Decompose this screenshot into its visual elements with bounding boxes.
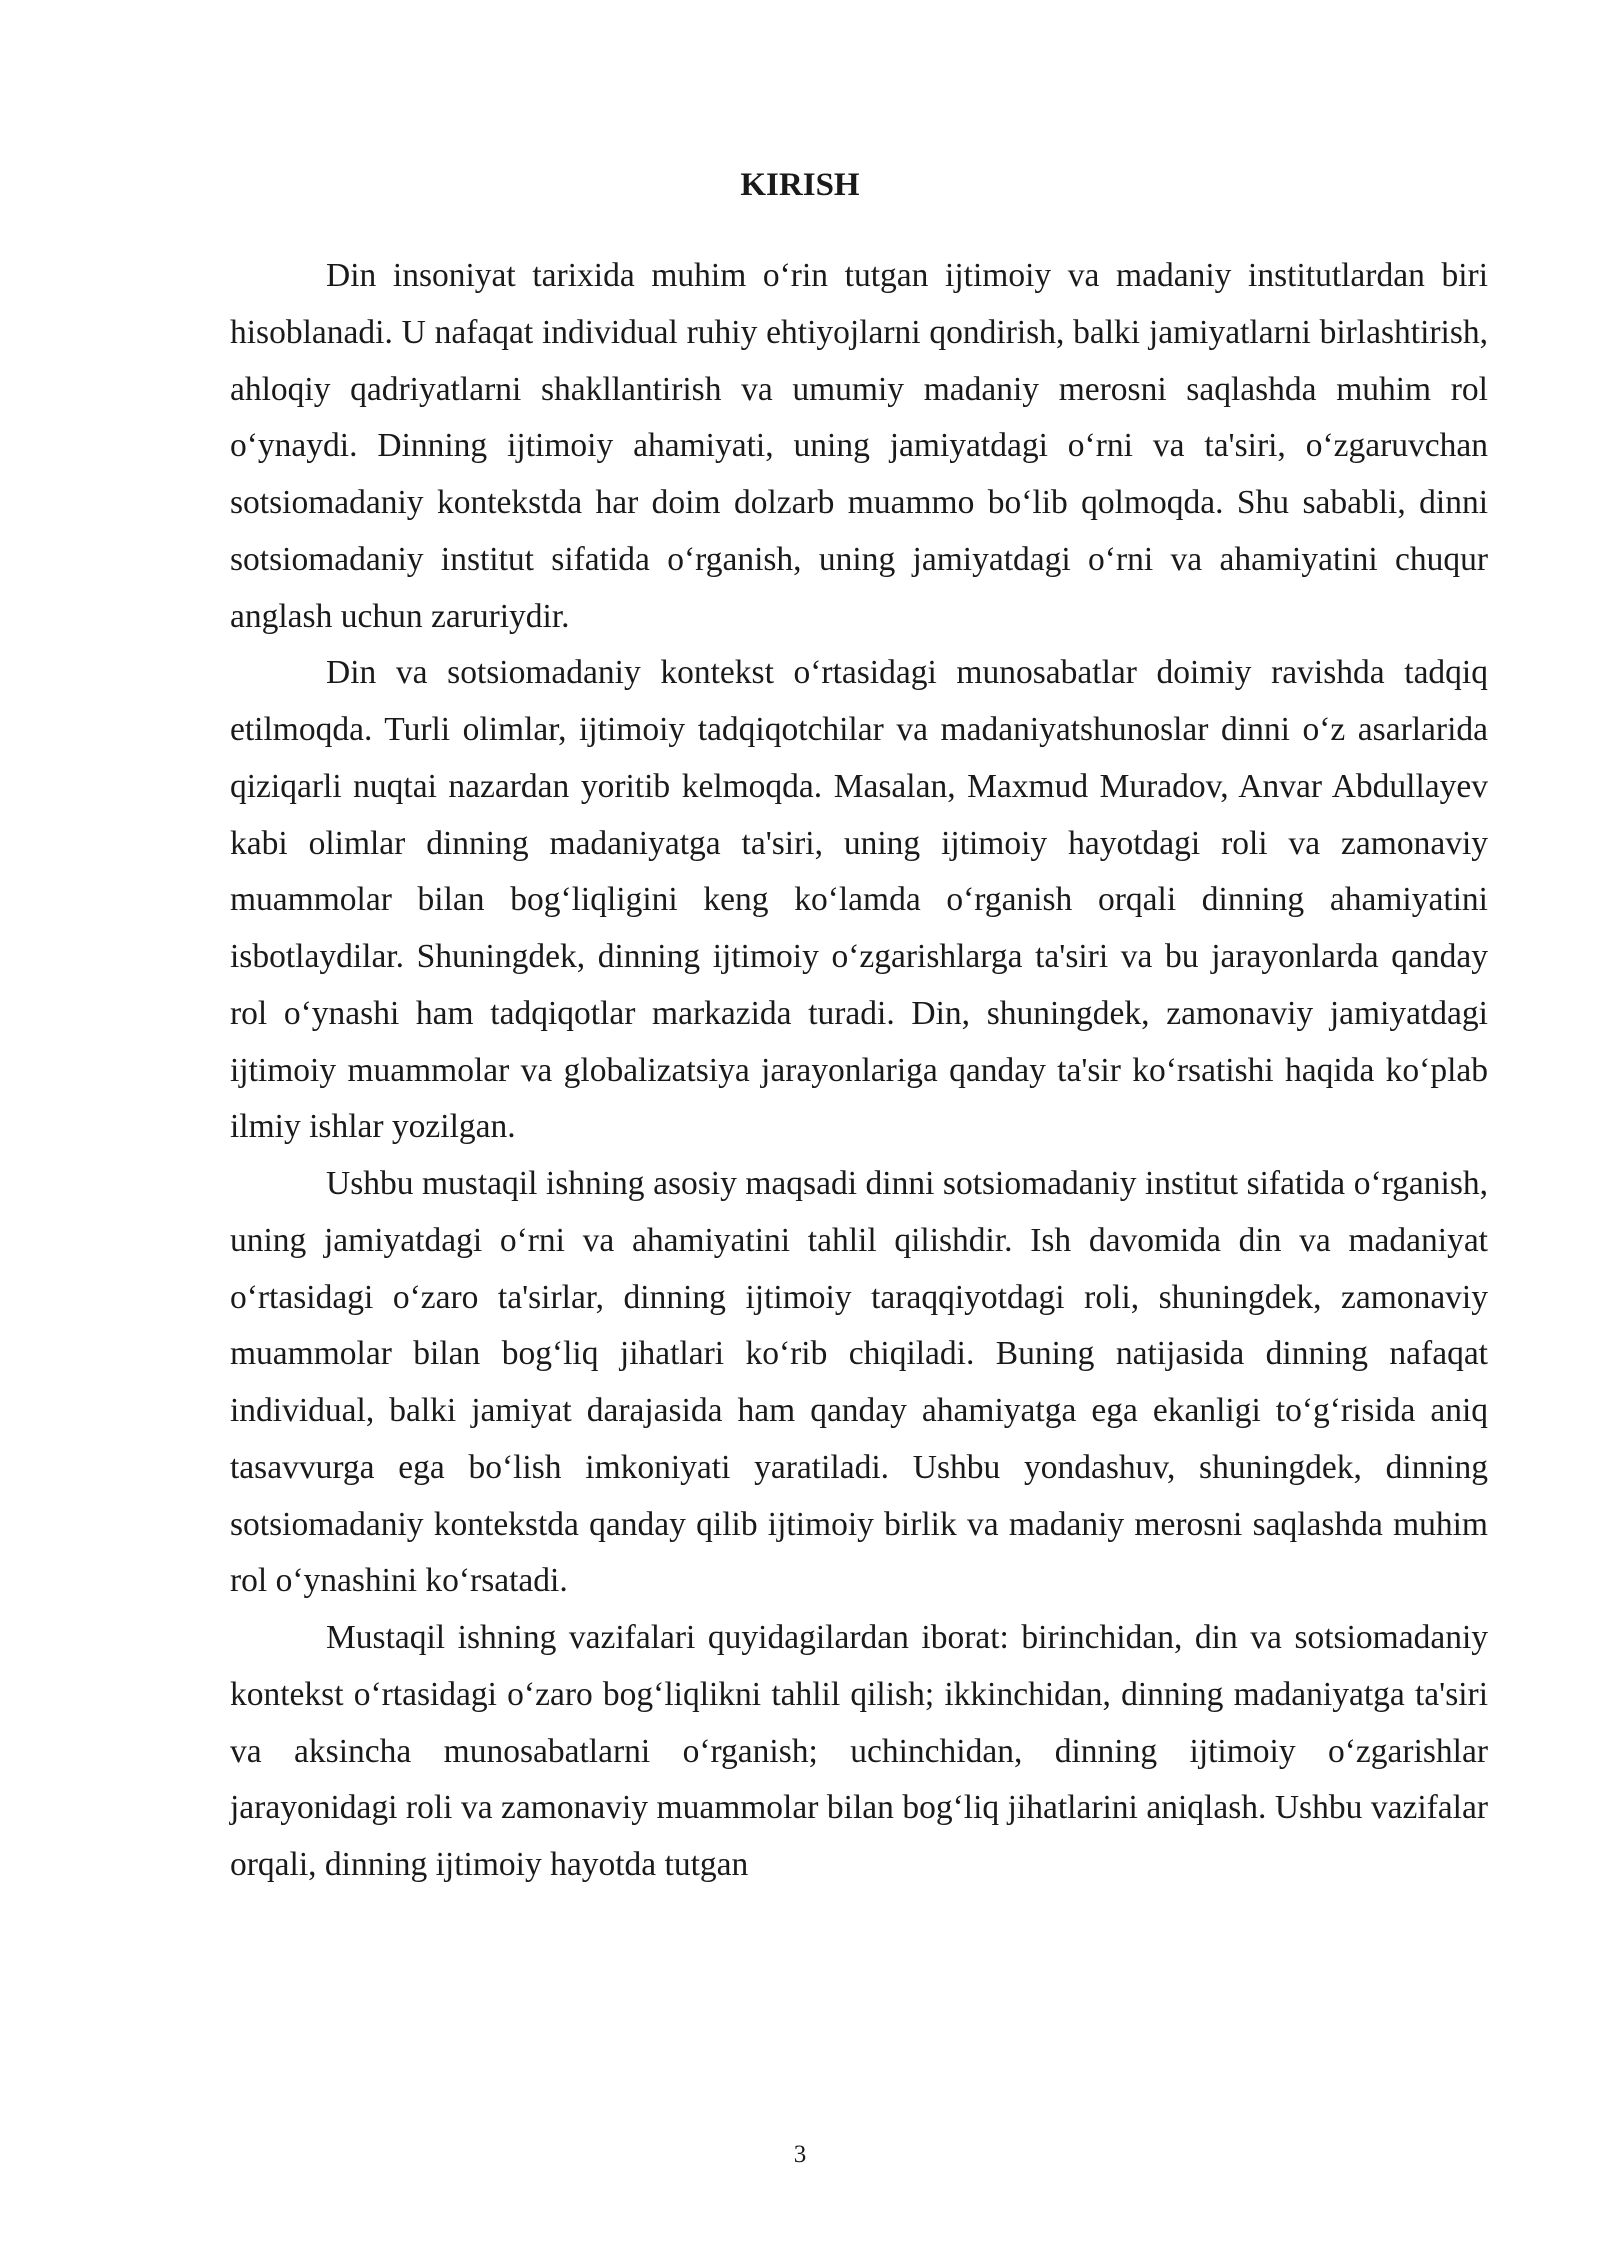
body-text [230,248,1488,1894]
paragraph: Din va sotsiomadaniy kontekst o‘rtasidagi munosabatlar doimiy ravishda tadqiq etilmoqda. Turli olimlar, ijtimoiy tadqiqotchilar va madaniyatshunoslar dinni o‘z asarlarida qiziqarli nuqtai nazardan yoritib kelmoqda. Masalan, Maxmud Muradov, Anvar Abdullayev kabi olimlar dinning madaniyatga ta'siri, uning ijtimoiy hayotdagi roli va zamonaviy muammolar bilan bog‘liqligini keng ko‘lamda o‘rganish orqali dinning ahamiyatini isbotlaydilar. Shuningdek, dinning ijtimoiy o‘zgarishlarga ta'siri va bu jarayonlarda qanday rol o‘ynashi ham tadqiqotlar markazida turadi. Din, shuningdek, zamonaviy jamiyatdagi ijtimoiy muammolar va globalizatsiya jarayonlariga qanday ta'sir ko‘rsatishi haqida ko‘plab ilmiy ishlar yozilgan. [230,654,1488,1146]
section-heading: KIRISH [740,167,860,203]
page-number: 3 [793,2141,807,2168]
paragraph: Mustaqil ishning vazifalari quyidagilardan iborat: birinchidan, din va sotsiomadaniy kontekst o‘rtasidagi o‘zaro bog‘liqlikni tahlil qilish; ikkinchidan, dinning madaniyatga ta'siri va aksincha munosabatlarni o‘rganish; uchinchidan, dinning ijtimoiy o‘zgarishlar jarayonidagi roli va zamonaviy muammolar bilan bog‘liq jihatlarini aniqlash. Ushbu vazifalar orqali, dinning ijtimoiy hayotda tutgan [230,1619,1488,1883]
paragraph: Ushbu mustaqil ishning asosiy maqsadi dinni sotsiomadaniy institut sifatida o‘rganish, uning jamiyatdagi o‘rni va ahamiyatini tahlil qilishdir. Ish davomida din va madaniyat o‘rtasidagi o‘zaro ta'sirlar, dinning ijtimoiy taraqqiyotdagi roli, shuningdek, zamonaviy muammolar bilan bog‘liq jihatlari ko‘rib chiqiladi. Buning natijasida dinning nafaqat individual, balki jamiyat darajasida ham qanday ahamiyatga ega ekanligi to‘g‘risida aniq tasavvurga ega bo‘lish imkoniyati yaratiladi. Ushbu yondashuv, shuningdek, dinning sotsiomadaniy kontekstda qanday qilib ijtimoiy birlik va madaniy merosni saqlashda muhim rol o‘ynashini ko‘rsatadi. [230,1165,1488,1600]
paragraph: Din insoniyat tarixida muhim o‘rin tutgan ijtimoiy va madaniy institutlardan biri hisoblanadi. U nafaqat individual ruhiy ehtiyojlarni qondirish, balki jamiyatlarni birlashtirish, ahloqiy qadriyatlarni shakllantirish va umumiy madaniy merosni saqlashda muhim rol o‘ynaydi. Dinning ijtimoiy ahamiyati, uning jamiyatdagi o‘rni va ta'siri, o‘zgaruvchan sotsiomadaniy kontekstda har doim dolzarb muammo bo‘lib qolmoqda. Shu sababli, dinni sotsiomadaniy institut sifatida o‘rganish, uning jamiyatdagi o‘rni va ahamiyatini chuqur anglash uchun zaruriydir. [230,257,1488,635]
